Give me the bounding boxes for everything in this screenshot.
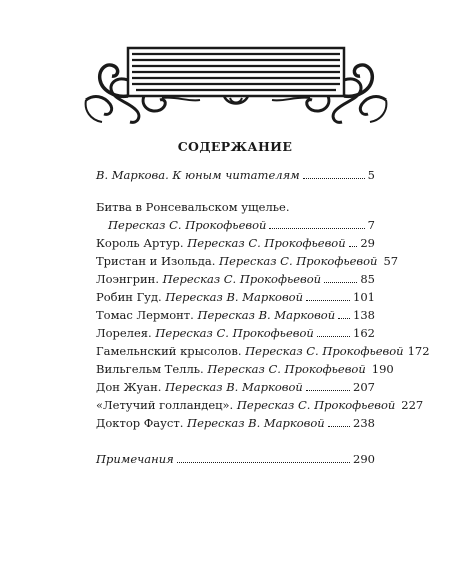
dot-leader (269, 219, 364, 229)
toc-page-number: 5 (367, 168, 375, 182)
toc-entry-title: Битва в Ронсевальском ущелье. (96, 200, 290, 214)
toc-entry (96, 290, 375, 305)
toc-entry-title: Доктор Фауст. (96, 416, 184, 430)
dot-leader (306, 381, 350, 391)
toc-entry (96, 308, 375, 323)
toc-entry-italic: Пересказ С. Прокофьевой (207, 362, 366, 376)
toc-page-number: 190 (371, 362, 394, 376)
toc-entry (96, 168, 375, 183)
toc-entry-title: Томас Лермонт. (96, 308, 194, 322)
toc-entry (96, 452, 375, 467)
toc-entry-italic: Пересказ В. Марковой (197, 308, 336, 322)
toc-entry-italic: Пересказ С. Прокофьевой (245, 344, 404, 358)
toc-page-number: 207 (353, 380, 375, 394)
toc-page-number: 238 (353, 416, 375, 430)
toc-entry (96, 362, 394, 377)
toc-entry (96, 236, 375, 251)
toc-entry (96, 218, 375, 233)
toc-entry-title: Тристан и Изольда. (96, 254, 216, 268)
dot-leader (317, 327, 350, 337)
toc-page-number: 227 (401, 398, 424, 412)
toc-entry-italic: Пересказ С. Прокофьевой (162, 272, 322, 286)
baroque-scroll-ornament-icon (84, 40, 388, 126)
toc-page-number: 29 (360, 236, 375, 250)
dot-leader (328, 417, 350, 427)
toc-entry (96, 398, 424, 413)
toc-entry-italic: В. Маркова. К юным читателям (96, 168, 300, 182)
toc-entry (96, 326, 375, 341)
dot-leader (177, 453, 350, 463)
toc-entry (96, 380, 375, 395)
toc-page-number: 57 (383, 254, 399, 268)
toc-entry (96, 344, 430, 359)
toc-entry-italic: Пересказ С. Прокофьевой (236, 398, 396, 412)
toc-entry-title: «Летучий голландец». (96, 398, 234, 412)
toc-entry-title: Вильгельм Телль. (96, 362, 204, 376)
toc-entry-title: Лоэнгрин. (96, 272, 159, 286)
toc-entry-italic: Примечания (96, 452, 174, 466)
toc-entry-title: Дон Жуан. (96, 380, 162, 394)
toc-page-number: 172 (407, 344, 430, 358)
toc-page-number: 7 (367, 218, 375, 232)
toc-entry-italic: Пересказ В. Марковой (165, 380, 303, 394)
page-title: СОДЕРЖАНИЕ (177, 139, 293, 154)
toc-entry (96, 254, 399, 269)
toc-entry-title: Лорелея. (96, 326, 152, 340)
dot-leader (306, 291, 350, 301)
toc-entry-italic: Пересказ С. Прокофьевой (187, 236, 346, 250)
dot-leader (303, 169, 365, 179)
toc-page-number: 290 (353, 452, 375, 466)
toc-entry-italic: Пересказ С. Прокофьевой (219, 254, 378, 268)
toc-page-number: 138 (353, 308, 375, 322)
toc-entry-italic: Пересказ С. Прокофьевой (108, 218, 267, 232)
toc-entry (96, 416, 375, 431)
toc-entry-italic: Пересказ В. Марковой (165, 290, 304, 304)
toc-entry-title: Гамельнский крысолов. (96, 344, 242, 358)
toc-page-number: 85 (360, 272, 375, 286)
toc-entry (96, 272, 375, 287)
toc-entry-italic: Пересказ В. Марковой (187, 416, 325, 430)
toc-page-number: 101 (353, 290, 375, 304)
toc-page-number: 162 (353, 326, 375, 340)
toc-entry-title: Король Артур. (96, 236, 184, 250)
dot-leader (349, 237, 358, 247)
toc-entry-italic: Пересказ С. Прокофьевой (155, 326, 314, 340)
dot-leader (324, 273, 357, 283)
dot-leader (338, 309, 350, 319)
toc-entry-title: Робин Гуд. (96, 290, 162, 304)
